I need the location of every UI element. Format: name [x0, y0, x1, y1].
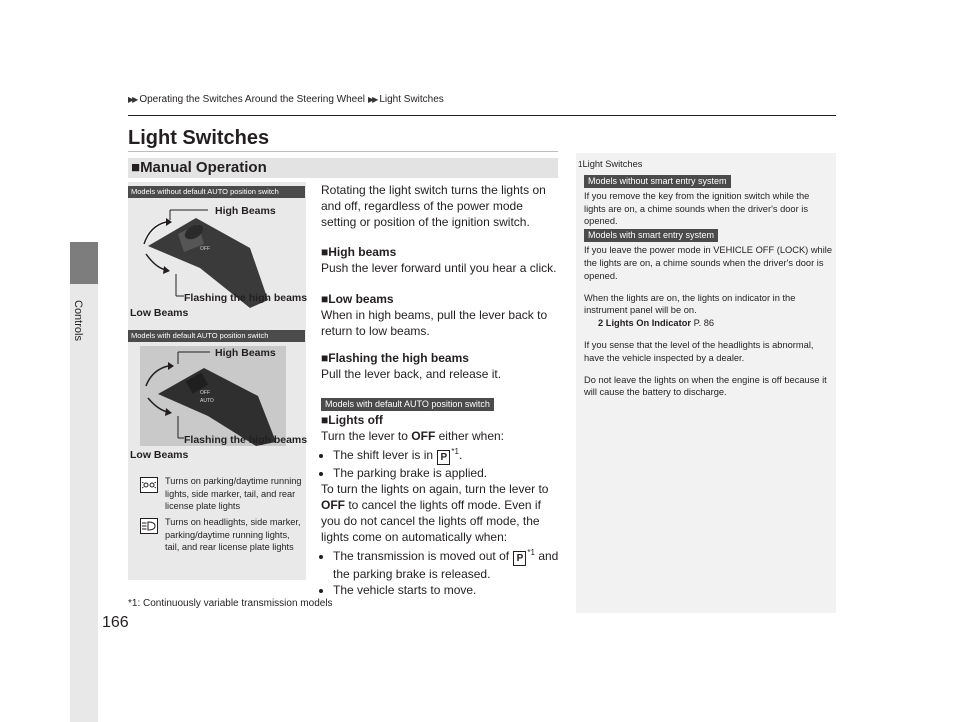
- note-paragraph: If you remove the key from the ignition switch while the lights are on, a chime sounds when the driver's door is opened.: [584, 190, 810, 227]
- subsection-text: When in high beams, pull the lever back to return to low beams.: [321, 308, 548, 338]
- note-paragraph: When the lights are on, the lights on indicator in the instrument panel will be on.: [584, 292, 796, 316]
- breadcrumb: [128, 94, 444, 105]
- text-fragment: The transmission is moved out of: [333, 549, 510, 563]
- callout-low-beams: Low Beams: [130, 449, 189, 461]
- image-label: Models without default AUTO position switch: [128, 186, 305, 198]
- callout-flashing: Flashing the high beams: [184, 292, 308, 304]
- list-item: [333, 545, 559, 582]
- model-tag: Models without smart entry system: [584, 175, 731, 188]
- chapter-label: Controls: [72, 300, 84, 341]
- subsection-lights-off: [321, 412, 559, 598]
- list-item: • The parking brake is applied.: [333, 465, 559, 481]
- list-item: [333, 444, 559, 465]
- legend-text: Turns on headlights, side marker, parking/daytime running lights, tail, and rear license plate lights: [165, 517, 301, 552]
- subsection-text: Pull the lever back, and release it.: [321, 367, 502, 381]
- title-rule: [128, 151, 558, 152]
- subsection-high-beams: [321, 244, 559, 276]
- list-item: • The vehicle starts to move.: [333, 582, 559, 598]
- cross-reference[interactable]: [584, 317, 832, 330]
- model-tag: Models with default AUTO position switch: [321, 398, 494, 411]
- reference-arrow-icon: 2: [598, 318, 604, 329]
- text-fragment: and the parking brake is released.: [333, 549, 559, 581]
- headlights-icon: [140, 518, 158, 534]
- footnote-ref: *1: [527, 548, 535, 557]
- park-position-symbol: P: [437, 450, 450, 465]
- section-marker-icon: ■: [321, 413, 329, 427]
- callout-high-beams: High Beams: [215, 347, 276, 359]
- switch-mark-auto: AUTO: [200, 398, 214, 404]
- reference-page: P. 86: [693, 318, 715, 329]
- reference-label: Lights On Indicator: [605, 318, 691, 329]
- text-fragment: either when:: [438, 429, 504, 443]
- stalk-illustration-2: [138, 346, 306, 448]
- callout-low-beams: Low Beams: [130, 307, 189, 319]
- legend-text: Turns on parking/daytime running lights, side marker, tail, and rear license plate lights: [165, 476, 302, 511]
- switch-mark-off: OFF: [200, 390, 210, 396]
- breadcrumb-arrow-icon: ▶▶: [368, 95, 377, 104]
- footnote: *1: Continuously variable transmission models: [128, 598, 333, 609]
- subsection-heading: Low beams: [328, 292, 394, 306]
- page-number: 166: [102, 614, 129, 631]
- note-paragraph: Do not leave the lights on when the engine is off because it will cause the battery to discharge.: [584, 374, 827, 398]
- subsection-heading: Lights off: [328, 413, 383, 427]
- subsection-heading: Flashing the high beams: [328, 351, 469, 365]
- section-marker-icon: ■: [321, 245, 329, 259]
- subsection-flashing: [321, 350, 559, 382]
- breadcrumb-item[interactable]: Operating the Switches Around the Steering Wheel: [139, 94, 366, 105]
- model-tag: Models with smart entry system: [584, 229, 718, 242]
- parking-lights-icon: [140, 477, 158, 493]
- page-title: Light Switches: [128, 127, 270, 149]
- text-fragment: The shift lever is in: [333, 448, 434, 462]
- text-fragment: To turn the lights on again, turn the lever to: [321, 482, 549, 496]
- section-marker-icon: ■: [321, 351, 329, 365]
- note-paragraph: If you sense that the level of the headlights is abnormal, have the vehicle inspected by a dealer.: [584, 339, 814, 363]
- text-fragment: .: [458, 448, 463, 462]
- section-title: [131, 158, 267, 178]
- footnote-ref: *1: [451, 447, 459, 456]
- chapter-tab: [70, 242, 98, 284]
- callout-high-beams: High Beams: [215, 205, 276, 217]
- breadcrumb-arrow-icon: ▶▶: [128, 95, 137, 104]
- callout-flashing: Flashing the high beams: [184, 434, 308, 446]
- note-paragraph: If you leave the power mode in VEHICLE OFF (LOCK) while the lights are on, a chime sounds when the driver's door is opened.: [584, 245, 833, 281]
- subsection-low-beams: [321, 291, 559, 339]
- image-label: Models with default AUTO position switch: [128, 330, 305, 342]
- park-position-symbol: P: [513, 551, 526, 566]
- note-marker-icon: 1: [578, 160, 583, 169]
- header-rule: [128, 115, 836, 116]
- text-fragment: Turn the lever to: [321, 429, 408, 443]
- off-position: OFF: [411, 429, 436, 443]
- low-beam-arrow-icon: [146, 254, 166, 270]
- notes-heading: Light Switches: [582, 159, 643, 169]
- section-marker-icon: ■: [321, 292, 329, 306]
- intro-paragraph: Rotating the light switch turns the lights on and off, regardless of the power mode setting or position of the ignition switch.: [321, 183, 546, 229]
- subsection-heading: High beams: [328, 245, 397, 259]
- notes-content: [578, 158, 832, 399]
- text-fragment: to cancel the lights off mode. Even if you do not cancel the lights off mode, the lights come on automatically when:: [321, 498, 541, 544]
- switch-mark-off: OFF: [200, 246, 210, 252]
- section-marker: ■: [131, 159, 141, 176]
- breadcrumb-item[interactable]: Light Switches: [379, 94, 444, 105]
- subsection-text: Push the lever forward until you hear a click.: [321, 261, 557, 275]
- off-position: OFF: [321, 498, 345, 512]
- section-title-text: Manual Operation: [140, 159, 267, 176]
